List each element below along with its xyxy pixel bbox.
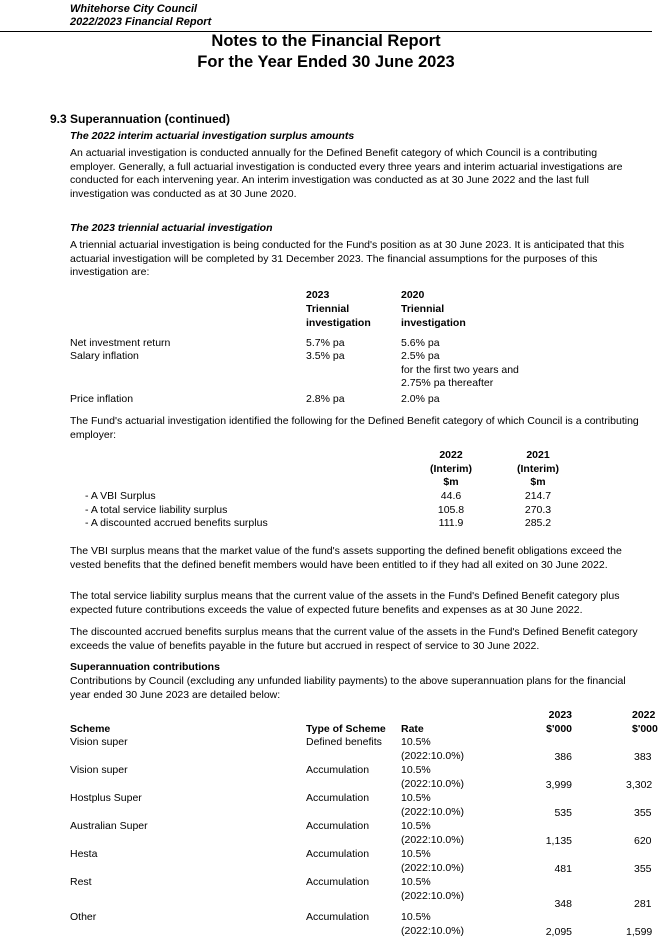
amount-2022: 620: [634, 835, 652, 847]
assumption-col-header: investigation: [401, 317, 466, 329]
scheme-name: Other: [70, 911, 97, 923]
amount-2023: 481: [554, 863, 572, 875]
para-line: investigation was conducted as at 30 June 2020.: [70, 187, 297, 200]
scheme-rate: 10.5%: [401, 848, 431, 860]
scheme-prior-rate: (2022:10.0%): [401, 805, 465, 818]
scheme-type: Accumulation: [306, 848, 370, 860]
assumption-value: 2.75% pa thereafter: [401, 377, 494, 389]
assumption-value: 5.6% pa: [401, 337, 440, 349]
col-header-scheme: Scheme: [70, 723, 111, 735]
surplus-col-header: (Interim): [517, 462, 559, 475]
scheme-rate: 10.5%: [401, 736, 431, 748]
scheme-type: Accumulation: [306, 764, 370, 776]
unit-header: $'000: [632, 723, 658, 735]
page-title: Notes to the Financial Report: [211, 32, 441, 50]
year-header: 2022: [632, 709, 656, 721]
scheme-name: Australian Super: [70, 820, 148, 832]
para-line: The VBI surplus means that the market value of the fund's assets supporting the defined benefit obligations exceed the: [70, 545, 622, 557]
assumption-value: 5.7% pa: [306, 337, 345, 349]
scheme-prior-rate: (2022:10.0%): [401, 924, 465, 937]
amount-2023: 535: [554, 807, 572, 819]
subheading-triennial: The 2023 triennial actuarial investigation: [70, 222, 273, 234]
surplus-value: 214.7: [524, 490, 552, 502]
surplus-col-header: 2021: [526, 449, 550, 461]
scheme-type: Accumulation: [306, 911, 370, 923]
surplus-value: 111.9: [438, 517, 464, 529]
surplus-value: 285.2: [524, 517, 552, 529]
assumption-col-header: 2023: [306, 289, 330, 301]
surplus-col-header: 2022: [439, 449, 463, 461]
scheme-type: Defined benefits: [306, 736, 382, 748]
scheme-type: Accumulation: [306, 876, 370, 888]
assumption-col-header: Triennial: [306, 303, 350, 315]
scheme-prior-rate: (2022:10.0%): [401, 777, 465, 790]
scheme-name: Vision super: [70, 736, 128, 748]
assumption-col-header: 2020: [401, 289, 425, 301]
surplus-value: 105.8: [437, 503, 465, 516]
para-line: expected future contributions exceeds the value of expected future benefits and expenses as at 30 June 2022.: [70, 603, 583, 616]
scheme-prior-rate: (2022:10.0%): [401, 833, 465, 846]
surplus-col-header: $m: [443, 476, 459, 488]
assumption-value: 3.5% pa: [306, 350, 345, 362]
assumption-label: Salary inflation: [70, 350, 139, 362]
assumption-label: Net investment return: [70, 337, 171, 349]
surplus-label: - A total service liability surplus: [85, 503, 228, 516]
para-line: actuarial investigation will be completed by 31 December 2023. The financial assumptions for the purposes of this: [70, 252, 598, 265]
scheme-prior-rate: (2022:10.0%): [401, 861, 465, 874]
surplus-col-header: (Interim): [430, 462, 472, 475]
surplus-value: 44.6: [440, 490, 462, 502]
scheme-prior-rate: (2022:10.0%): [401, 749, 465, 762]
amount-2022: 281: [634, 898, 652, 910]
amount-2023: 1,135: [545, 835, 572, 847]
amount-2023: 3,999: [545, 779, 572, 791]
para-line: conducted for each intervening year. An interim investigation was conducted as at 30 June 2022 and the last full: [70, 174, 589, 186]
assumption-value: 2.0% pa: [401, 393, 440, 405]
para-line: exceeds the value of benefits payable in the future but accrued in respect of service to 30 June 2022.: [70, 639, 540, 652]
para-line: employer. Generally, a full actuarial investigation is conducted every three years and interim actuarial investigations are: [70, 160, 623, 173]
assumption-value: 2.8% pa: [306, 393, 345, 405]
scheme-name: Vision super: [70, 764, 128, 776]
scheme-rate: 10.5%: [401, 764, 431, 776]
scheme-type: Accumulation: [306, 820, 370, 832]
para-line: investigation are:: [70, 266, 150, 278]
para-line: Contributions by Council (excluding any unfunded liability payments) to the above superannuation plans for the financial: [70, 675, 626, 687]
scheme-rate: 10.5%: [401, 792, 431, 804]
amount-2022: 355: [634, 863, 652, 875]
scheme-prior-rate: (2022:10.0%): [401, 889, 465, 902]
para-line: An actuarial investigation is conducted annually for the Defined Benefit category of which Council is a contributing: [70, 147, 598, 159]
scheme-name: Hesta: [70, 848, 98, 860]
subheading-interim: The 2022 interim actuarial investigation surplus amounts: [70, 130, 355, 142]
amount-2022: 3,302: [626, 779, 653, 791]
para-line: The Fund's actuarial investigation identified the following for the Defined Benefit category of which Council is a contributing: [70, 415, 639, 427]
para-line: year ended 30 June 2023 are detailed below:: [70, 688, 281, 701]
unit-header: $'000: [546, 723, 572, 735]
assumption-label: Price inflation: [70, 393, 134, 405]
amount-2023: 2,095: [545, 926, 572, 938]
scheme-name: Rest: [70, 876, 92, 888]
surplus-label: - A VBI Surplus: [85, 490, 156, 502]
report-name: 2022/2023 Financial Report: [70, 16, 212, 28]
assumption-col-header: investigation: [306, 317, 371, 329]
col-header-rate: Rate: [401, 723, 424, 735]
contributions-heading: Superannuation contributions: [70, 661, 220, 673]
assumption-col-header: Triennial: [401, 303, 445, 315]
amount-2022: 1,599: [626, 926, 653, 938]
assumption-value: for the first two years and: [401, 363, 519, 376]
amount-2022: 383: [634, 751, 652, 763]
amount-2023: 348: [554, 898, 572, 910]
amount-2023: 386: [554, 751, 572, 763]
scheme-rate: 10.5%: [401, 820, 431, 832]
surplus-value: 270.3: [524, 503, 552, 516]
para-line: A triennial actuarial investigation is being conducted for the Fund's position as at 30 June 2023. It is anticipated that this: [70, 239, 625, 251]
council-name: Whitehorse City Council: [70, 3, 198, 15]
section-heading: 9.3 Superannuation (continued): [50, 112, 231, 126]
para-line: The total service liability surplus means that the current value of the assets in the Fund's Defined Benefit category plus: [70, 590, 620, 602]
col-header-type: Type of Scheme: [306, 723, 386, 735]
page-subtitle: For the Year Ended 30 June 2023: [197, 53, 455, 71]
year-header: 2023: [548, 709, 572, 721]
assumption-value: 2.5% pa: [401, 350, 440, 362]
para-line: employer:: [70, 428, 117, 441]
amount-2022: 355: [634, 807, 652, 819]
para-line: vested benefits that the defined benefit members would have been entitled to if they had all exited on 30 June 2022.: [70, 558, 608, 571]
scheme-type: Accumulation: [306, 792, 370, 804]
para-line: The discounted accrued benefits surplus means that the current value of the assets in the Fund's Defined Benefit category: [70, 626, 638, 638]
scheme-name: Hostplus Super: [70, 792, 142, 804]
surplus-label: - A discounted accrued benefits surplus: [85, 517, 268, 529]
surplus-col-header: $m: [530, 476, 546, 488]
scheme-rate: 10.5%: [401, 876, 431, 888]
scheme-rate: 10.5%: [401, 911, 431, 923]
